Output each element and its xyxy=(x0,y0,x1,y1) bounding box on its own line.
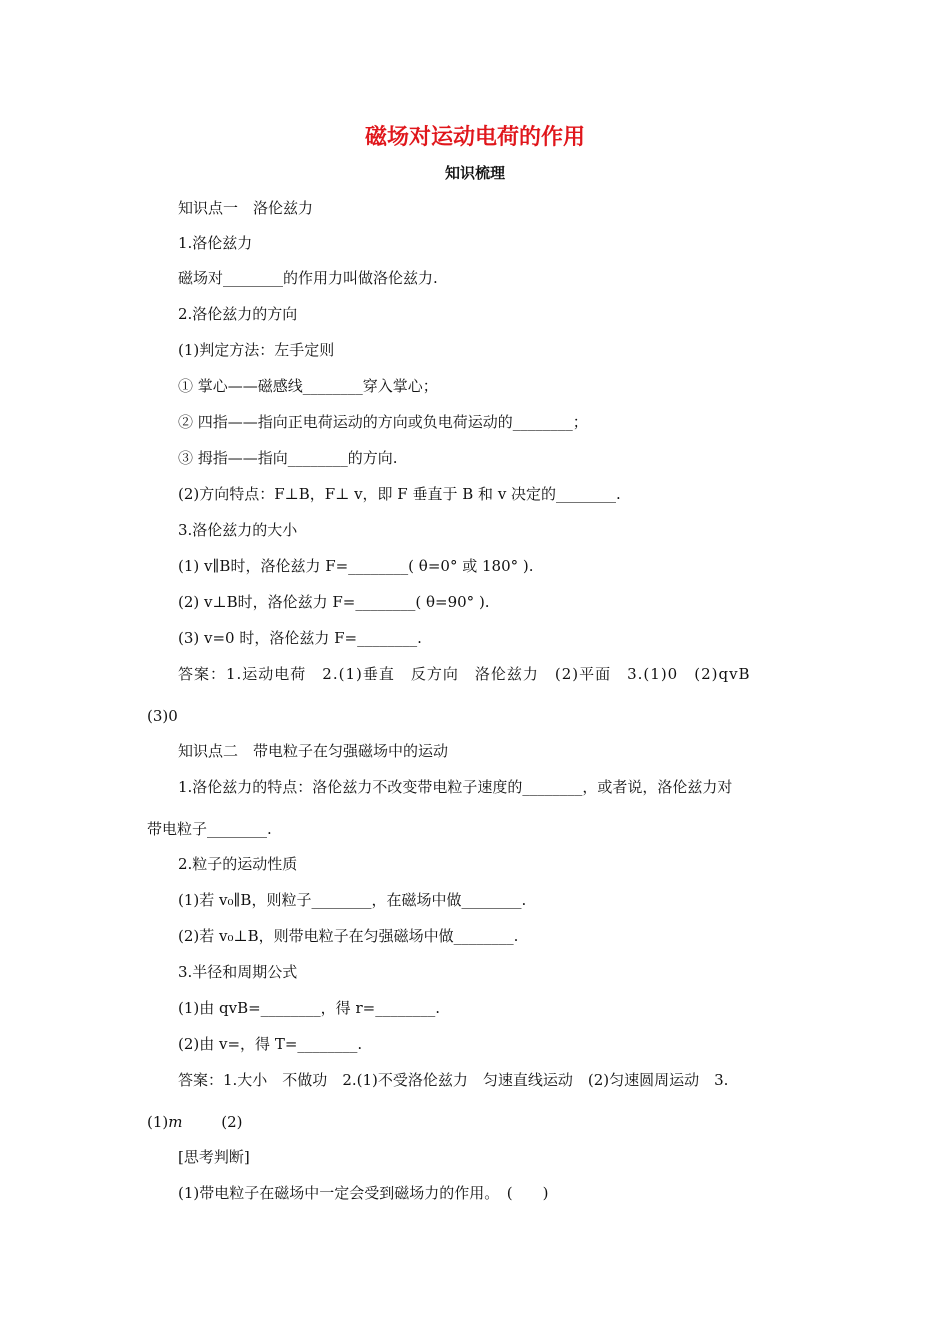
fill-blank-line: ② 四指——指向正电荷运动的方向或负电荷运动的________； xyxy=(178,413,588,431)
section-label: [思考判断] xyxy=(178,1148,250,1166)
fill-blank-line: (2)方向特点：F⊥B，F⊥ v，即 F 垂直于 B 和 v 决定的________. xyxy=(178,485,621,503)
fill-blank-line: (1)由 qvB=________，得 r=________. xyxy=(178,999,440,1017)
text-line: (1)判定方法：左手定则 xyxy=(178,341,335,359)
answer-fragment: (1) xyxy=(147,1113,169,1131)
fill-blank-line: (1)若 v₀∥B，则粒子________，在磁场中做________. xyxy=(178,891,527,909)
item-heading: 2.粒子的运动性质 xyxy=(178,855,298,873)
page-title: 磁场对运动电荷的作用 xyxy=(364,125,585,150)
section-heading: 知识梳理 xyxy=(444,164,505,182)
fill-blank-line: (2)由 v=，得 T=________. xyxy=(178,1035,363,1053)
knowledge-point-heading: 知识点一 洛伦兹力 xyxy=(178,199,314,217)
knowledge-point-heading: 知识点二 带电粒子在匀强磁场中的运动 xyxy=(178,742,449,760)
fill-blank-line: 磁场对________的作用力叫做洛伦兹力. xyxy=(178,269,438,287)
judgment-question: (1)带电粒子在磁场中一定会受到磁场力的作用。 ( ) xyxy=(178,1184,549,1202)
item-heading: 3.洛伦兹力的大小 xyxy=(178,521,298,539)
answer-line: 答案：1.大小 不做功 2.(1)不受洛伦兹力 匀速直线运动 (2)匀速圆周运动 3. xyxy=(178,1071,729,1089)
answer-line-continued: (3)0 xyxy=(147,707,178,725)
answer-fragment: (2) xyxy=(221,1113,243,1131)
item-heading: 1.洛伦兹力 xyxy=(178,234,253,252)
item-heading: 3.半径和周期公式 xyxy=(178,963,298,981)
fill-blank-line: (1) v∥B时，洛伦兹力 F=________( θ=0° 或 180° ). xyxy=(178,557,534,575)
fill-blank-line-continued: 带电粒子________. xyxy=(147,820,272,838)
fill-blank-line: 1.洛伦兹力的特点：洛伦兹力不改变带电粒子速度的________，或者说，洛伦兹力对 xyxy=(178,778,733,796)
formula-fragment: m xyxy=(168,1113,183,1131)
fill-blank-line: (3) v=0 时，洛伦兹力 F=________. xyxy=(178,629,422,647)
fill-blank-line: (2) v⊥B时，洛伦兹力 F=________( θ=90° ). xyxy=(178,593,490,611)
answer-line-continued xyxy=(147,1112,243,1132)
answer-line: 答案：1.运动电荷 2.(1)垂直 反方向 洛伦兹力 (2)平面 3.(1)0 (2)qvB xyxy=(178,665,751,683)
item-heading: 2.洛伦兹力的方向 xyxy=(178,305,298,323)
fill-blank-line: ① 掌心——磁感线________穿入掌心； xyxy=(178,377,438,395)
fill-blank-line: ③ 拇指——指向________的方向. xyxy=(178,449,398,467)
fill-blank-line: (2)若 v₀⊥B，则带电粒子在匀强磁场中做________. xyxy=(178,927,519,945)
